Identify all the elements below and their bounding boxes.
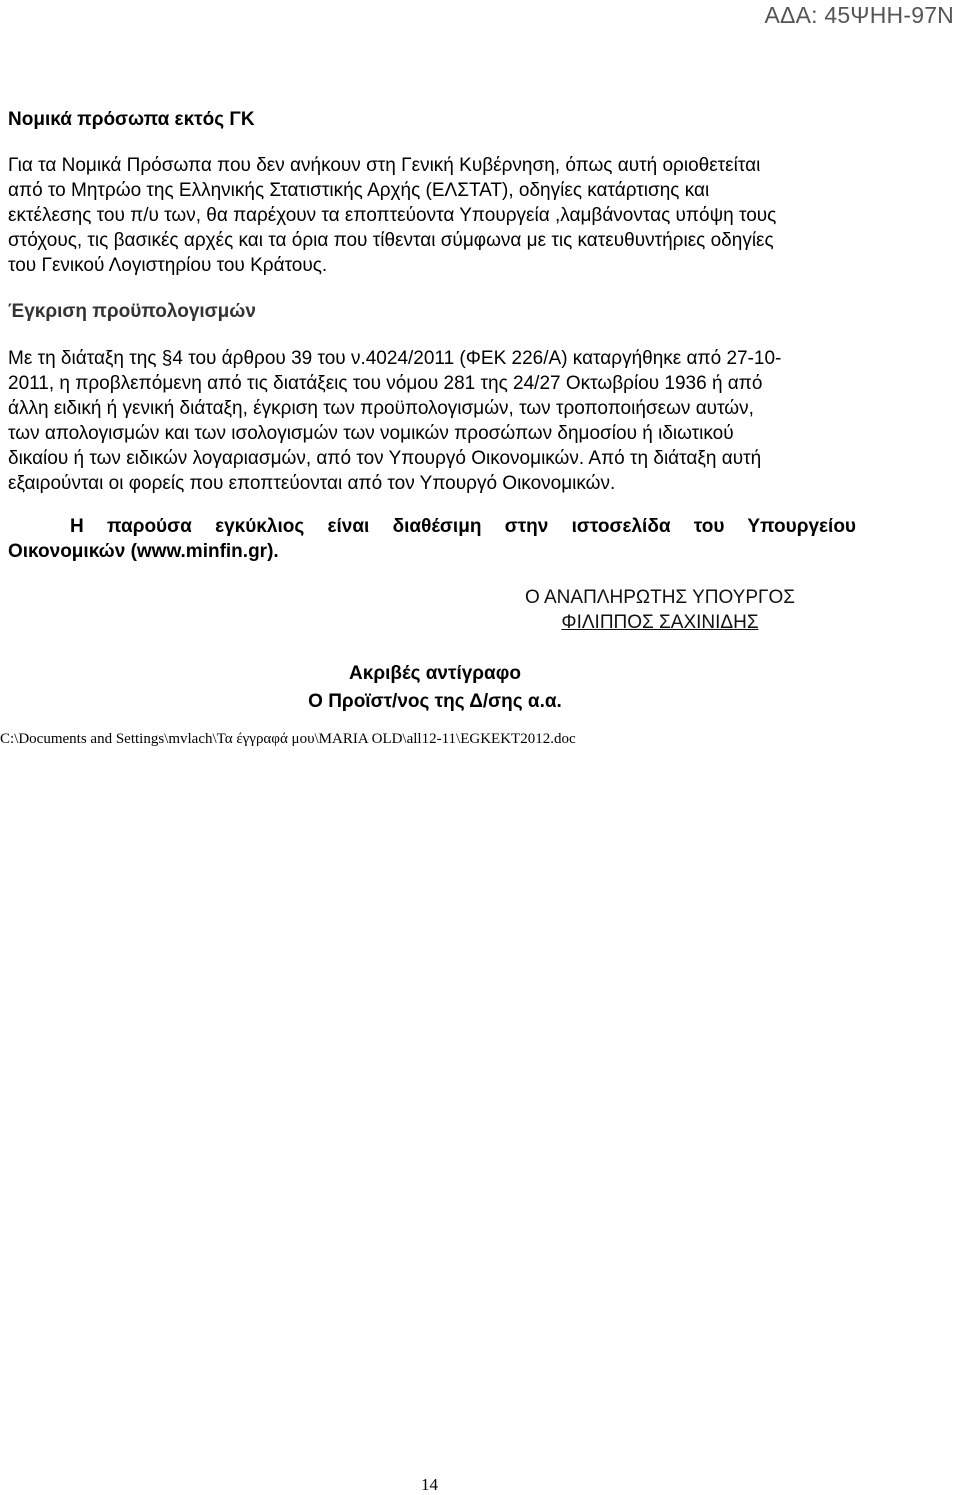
ada-code: ΑΔΑ: 45ΨΗΗ-97Ν — [764, 2, 954, 28]
true-copy-label: Ακριβές αντίγραφο — [349, 663, 521, 684]
minister-signature-block — [490, 585, 830, 635]
paragraph-line: από το Μητρώο της Ελληνικής Στατιστικής Αρχής (ΕΛΣΤΑΤ), οδηγίες κατάρτισης και — [8, 180, 710, 201]
availability-notice — [8, 514, 856, 564]
section-heading-legal-entities: Νομικά πρόσωπα εκτός ΓΚ — [8, 109, 255, 130]
paragraph-legal-entities — [8, 153, 776, 278]
paragraph-line: 2011, η προβλεπόμενη από τις διατάξεις του νόμου 281 της 24/27 Οκτωβρίου 1936 ή από — [8, 373, 763, 394]
paragraph-line: άλλη ειδική ή γενική διάταξη, έγκριση των προϋπολογισμών, των τροποποιήσεων αυτών, — [8, 398, 754, 419]
file-path-footer: C:\Documents and Settings\mvlach\Τα έγγραφά μου\MARIA OLD\all12-11\EGKEKT2012.doc — [0, 731, 576, 747]
paragraph-line: Με τη διάταξη της §4 του άρθρου 39 του ν.4024/2011 (ΦΕΚ 226/Α) καταργήθηκε από 27-10- — [8, 348, 782, 369]
true-copy-block — [290, 660, 580, 716]
page-number: 14 — [421, 1475, 438, 1494]
paragraph-line: εκτέλεσης του π/υ των, θα παρέχουν τα εποπτεύοντα Υπουργεία ,λαμβάνοντας υπόψη τους — [8, 205, 777, 226]
signatory-title: Ο ΑΝΑΠΛΗΡΩΤΗΣ ΥΠΟΥΡΓΟΣ — [525, 587, 795, 608]
head-of-directorate-label: Ο Προϊστ/νος της Δ/σης α.α. — [308, 691, 562, 712]
notice-line: Οικονομικών (www.minfin.gr). — [8, 541, 279, 562]
paragraph-line: εξαιρούνται οι φορείς που εποπτεύονται από τον Υπουργό Οικονομικών. — [8, 473, 616, 494]
paragraph-budget-approval — [8, 346, 781, 496]
paragraph-line: του Γενικού Λογιστηρίου του Κράτους. — [8, 255, 328, 276]
paragraph-line: στόχους, τις βασικές αρχές και τα όρια που τίθενται σύμφωνα με τις κατευθυντήριες οδηγίες — [8, 230, 774, 251]
paragraph-line: Για τα Νομικά Πρόσωπα που δεν ανήκουν στη Γενική Κυβέρνηση, όπως αυτή οριοθετείται — [8, 155, 761, 176]
section-heading-budget-approval: Έγκριση προϋπολογισμών — [8, 301, 256, 322]
paragraph-line: δικαίου ή των ειδικών λογαριασμών, από τον Υπουργό Οικονομικών. Από τη διάταξη αυτή — [8, 448, 762, 469]
notice-line: Η παρούσα εγκύκλιος είναι διαθέσιμη στην ιστοσελίδα του Υπουργείου — [70, 516, 856, 537]
paragraph-line: των απολογισμών και των ισολογισμών των νομικών προσώπων δημοσίου ή ιδιωτικού — [8, 423, 734, 444]
signatory-name: ΦΙΛΙΠΠΟΣ ΣΑΧΙΝΙΔΗΣ — [561, 612, 759, 633]
